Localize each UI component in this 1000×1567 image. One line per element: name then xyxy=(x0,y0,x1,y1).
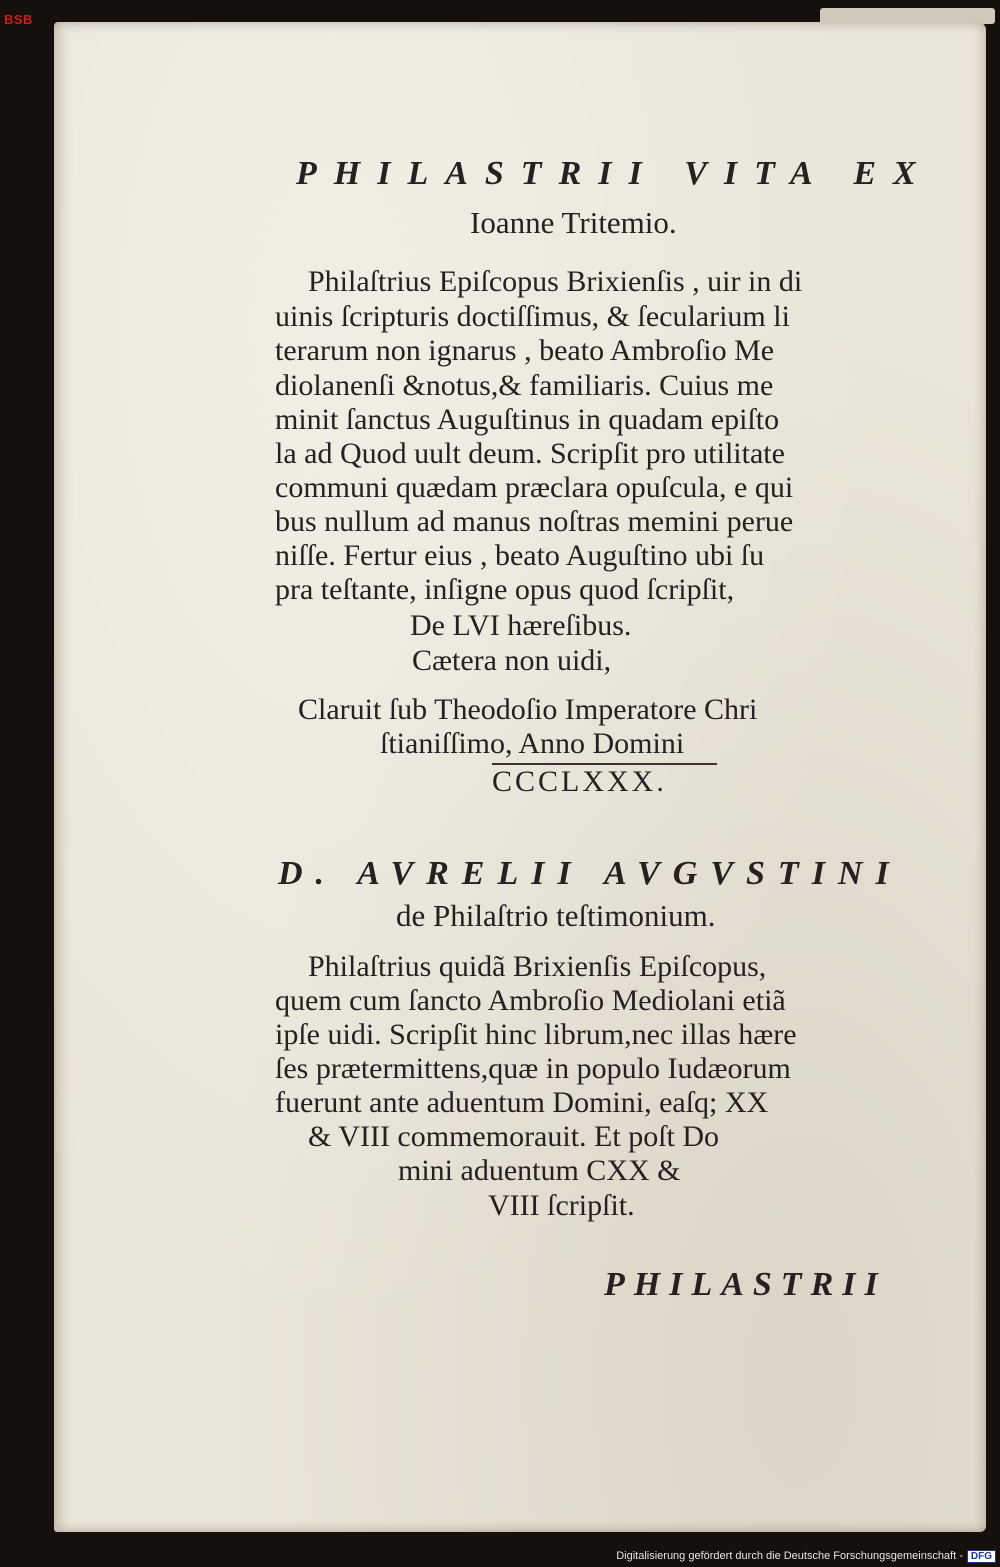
catchword: PHILASTRII xyxy=(604,1266,887,1303)
text-line: & VIII commemorauit. Et poſt Do xyxy=(308,1120,720,1153)
dfg-logo: DFG xyxy=(967,1550,996,1563)
text-line: ſes prætermittens,quæ in populo Iudæorum xyxy=(275,1052,791,1085)
credit-text: Digitalisierung gefördert durch die Deutsche Forschungsgemeinschaft - xyxy=(616,1550,963,1562)
text-line: minit ſanctus Auguſtinus in quadam epiſto xyxy=(275,403,780,436)
library-mark: BSB xyxy=(4,12,33,27)
text-line: pra teſtante, inſigne opus quod ſcripſit, xyxy=(275,573,735,606)
section2-subheading: de Philaſtrio teſtimonium. xyxy=(396,898,716,933)
text-line: mini aduentum CXX & xyxy=(398,1154,681,1187)
section2-heading: D. AVRELII AVGVSTINI xyxy=(278,855,902,892)
claruit-line: Claruit ſub Theodoſio Imperatore Chri xyxy=(298,693,758,726)
text-line: bus nullum ad manus noſtras memini perue xyxy=(275,505,794,538)
text-line: diolanenſi &notus,& familiaris. Cuius me xyxy=(275,369,774,402)
text-line: quem cum ſancto Ambroſio Mediolani etiã xyxy=(275,984,786,1017)
claruit-year: CCCLXXX. xyxy=(492,765,667,798)
section1-subheading: Ioanne Tritemio. xyxy=(470,205,677,240)
text-line: niſſe. Fertur eius , beato Auguſtino ubi ſu xyxy=(275,539,765,572)
centered-line: Cætera non uidi, xyxy=(412,644,612,677)
centered-line: De LVI hæreſibus. xyxy=(410,609,632,642)
text-line: terarum non ignarus , beato Ambroſio Me xyxy=(275,334,775,367)
text-line: communi quædam præclara opuſcula, e qui xyxy=(275,471,794,504)
section1-heading: PHILASTRII VITA EX xyxy=(296,155,933,192)
text-line: Philaſtrius quidã Brixienſis Epiſcopus, xyxy=(308,950,767,983)
text-line: fuerunt ante aduentum Domini, eaſq; XX xyxy=(275,1086,769,1119)
digitization-credit xyxy=(616,1550,996,1563)
text-line: la ad Quod uult deum. Scripſit pro utilitate xyxy=(275,437,785,470)
claruit-line: ſtianiſſimo, Anno Domini xyxy=(380,727,685,760)
text-line: VIII ſcripſit. xyxy=(488,1189,635,1222)
text-line: uinis ſcripturis doctiſſimus, & ſecularium li xyxy=(275,300,790,333)
text-line: Philaſtrius Epiſcopus Brixienſis , uir in di xyxy=(308,265,803,298)
text-line: ipſe uidi. Scripſit hinc librum,nec illas hære xyxy=(275,1018,797,1051)
